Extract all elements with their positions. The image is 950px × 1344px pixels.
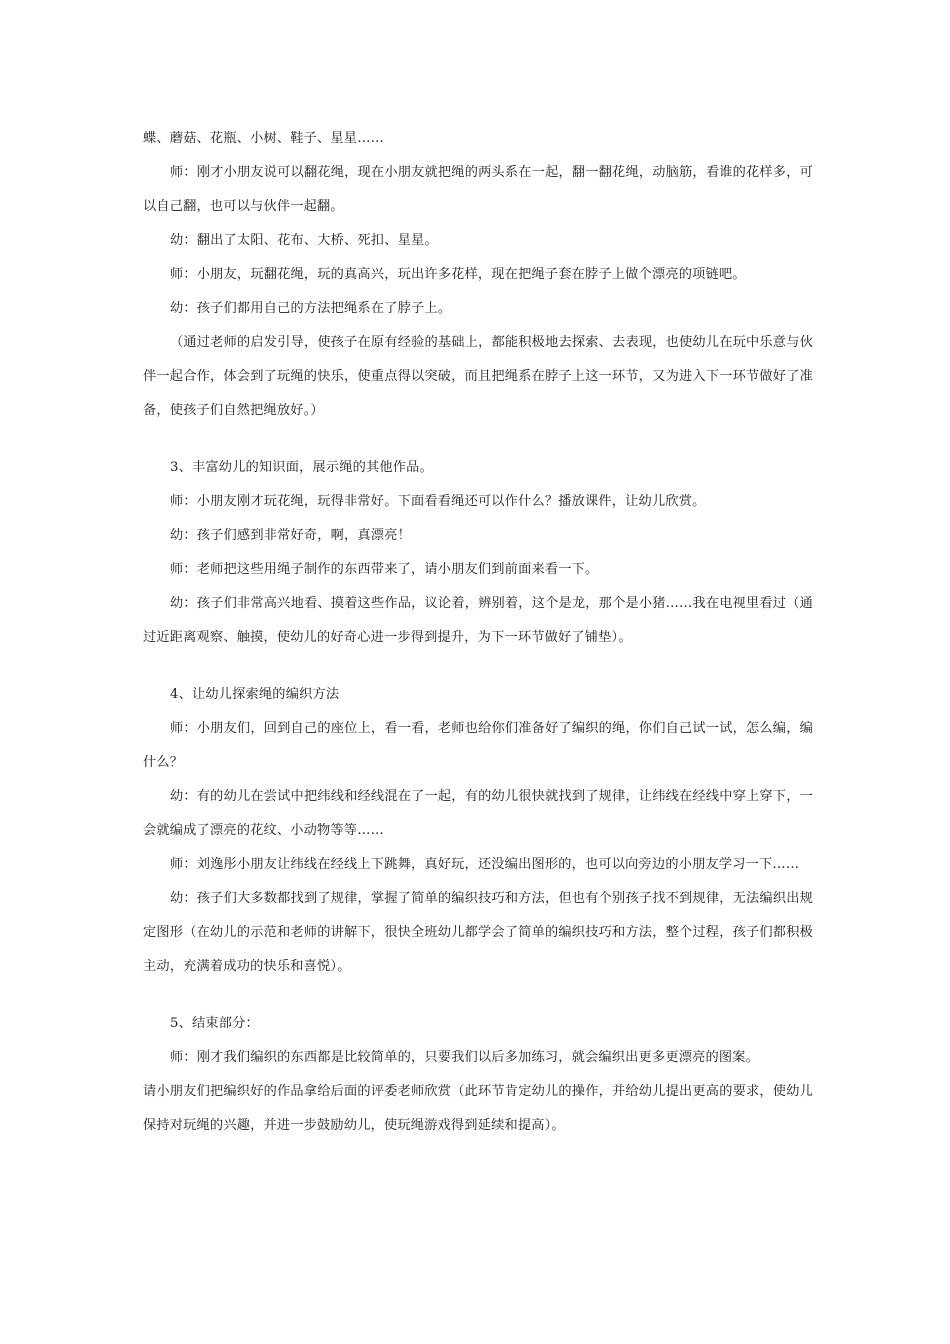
paragraph-teacher: 师：小朋友，玩翻花绳，玩的真高兴，玩出许多花样，现在把绳子套在脖子上做个漂亮的项链吧。 [170,267,746,282]
paragraph-child: 幼：孩子们感到非常好奇，啊，真漂亮！ [170,528,411,543]
section-heading-4: 4、让幼儿探索绳的编织方法 [170,687,340,702]
paragraph-note: （通过老师的启发引导，使孩子在原有经验的基础上，都能积极地去探索、去表现，也使幼儿在玩中乐意与伙伴一起合作，体会到了玩绳的快乐，使重点得以突破，而且把绳系在脖子上这一环节，又为进入下一环节做好了准备，使孩子们自然把绳放好。） [143,335,813,418]
paragraph-child: 幼：孩子们非常高兴地看、摸着这些作品，议论着，辨别着，这个是龙，那个是小猪……我在电视里看过（通过近距离观察、触摸，使幼儿的好奇心进一步得到提升，为下一环节做好了铺垫）。 [143,596,813,645]
paragraph-continuation: 请小朋友们把编织好的作品拿给后面的评委老师欣赏（此环节肯定幼儿的操作，并给幼儿提出更高的要求，使幼儿保持对玩绳的兴趣，并进一步鼓励幼儿，使玩绳游戏得到延续和提高）。 [143,1084,813,1133]
section-gap [143,984,813,1007]
paragraph-teacher: 师：刚才小朋友说可以翻花绳，现在小朋友就把绳的两头系在一起，翻一翻花绳，动脑筋，看谁的花样多，可以自己翻，也可以与伙伴一起翻。 [143,165,813,214]
section-heading-5: 5、结束部分： [170,1016,259,1031]
paragraph-teacher: 师：刘逸彤小朋友让纬线在经线上下跳舞，真好玩，还没编出图形的，也可以向旁边的小朋友学习一下…… [170,857,800,872]
section-gap [143,655,813,678]
paragraph-teacher: 师：老师把这些用绳子制作的东西带来了，请小朋友们到前面来看一下。 [170,562,599,577]
paragraph-child: 幼：孩子们大多数都找到了规律，掌握了简单的编织技巧和方法，但也有个别孩子找不到规律，无法编织出规定图形（在幼儿的示范和老师的讲解下，很快全班幼儿都学会了简单的编织技巧和方法，整个过程，孩子们都积极主动，充满着成功的快乐和喜悦）。 [143,891,813,974]
paragraph-continuation: 蝶、蘑菇、花瓶、小树、鞋子、星星…… [143,131,384,146]
document-page [143,122,813,1143]
paragraph-child: 幼：有的幼儿在尝试中把纬线和经线混在了一起，有的幼儿很快就找到了规律，让纬线在经线中穿上穿下，一会就编成了漂亮的花纹、小动物等等…… [143,789,813,838]
paragraph-teacher: 师：小朋友们，回到自己的座位上，看一看，老师也给你们准备好了编织的绳，你们自己试一试，怎么编，编什么？ [143,721,813,770]
paragraph-child: 幼：孩子们都用自己的方法把绳系在了脖子上。 [170,301,452,316]
section-heading-3: 3、丰富幼儿的知识面，展示绳的其他作品。 [170,460,433,475]
paragraph-teacher: 师：小朋友刚才玩花绳，玩得非常好。下面看看绳还可以作什么？播放课件，让幼儿欣赏。 [170,494,706,509]
paragraph-child: 幼：翻出了太阳、花布、大桥、死扣、星星。 [170,233,438,248]
section-gap [143,428,813,451]
paragraph-teacher: 师：刚才我们编织的东西都是比较简单的，只要我们以后多加练习，就会编织出更多更漂亮的图案。 [170,1050,760,1065]
